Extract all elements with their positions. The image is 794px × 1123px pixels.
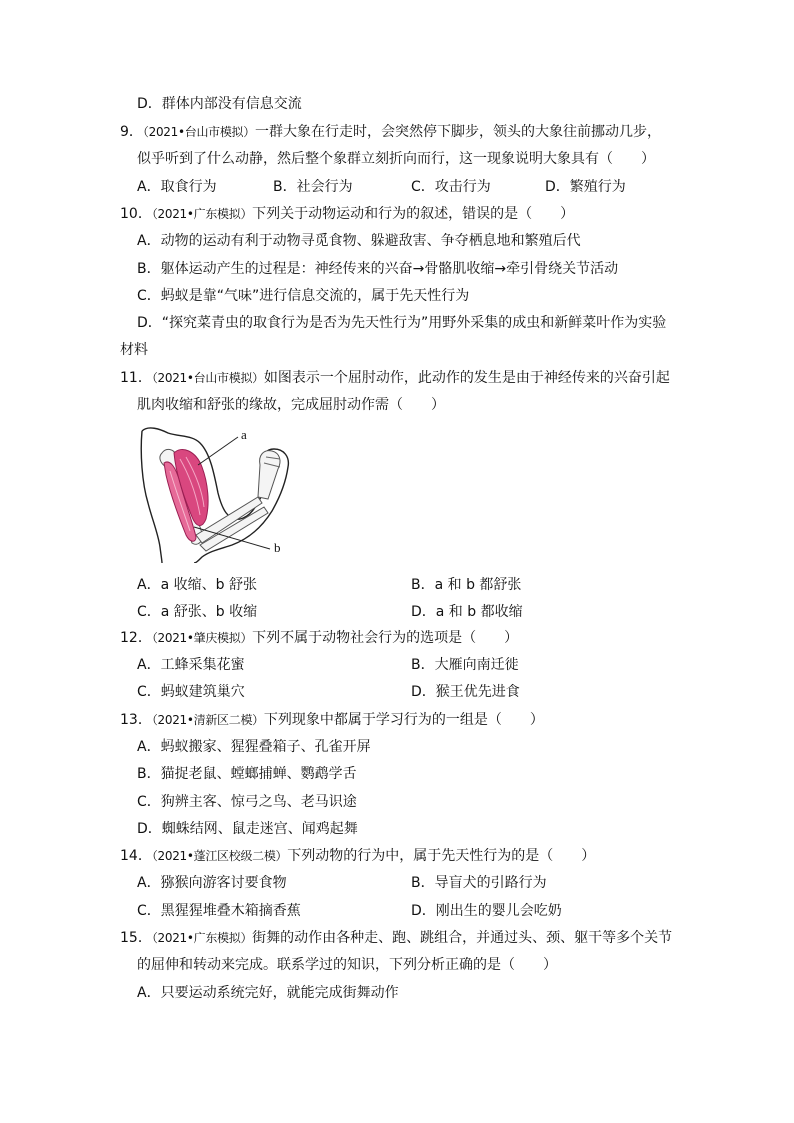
q13-option-b: B．猫捉老鼠、螳螂捕蝉、鹦鹉学舌	[137, 766, 357, 782]
muscle-a-label: a	[241, 427, 247, 442]
q9-source: （2021•台山市模拟）	[142, 125, 255, 139]
q9-stem-line1	[120, 123, 661, 141]
q12-options-row2	[137, 683, 737, 701]
q10-option-b: B．躯体运动产生的过程是：神经传来的兴奋→骨骼肌收缩→牵引骨绕关节活动	[137, 261, 619, 277]
q11-option-a: A．a 收缩、b 舒张	[137, 577, 257, 593]
q12-option-c: C．蚂蚁建筑巢穴	[137, 684, 245, 700]
q10-option-c: C．蚂蚁是靠“气味”进行信息交流的，属于先天性行为	[137, 288, 470, 304]
q14-number: 14．	[120, 848, 152, 864]
q9-option-c: C．攻击行为	[411, 179, 491, 195]
q9-option-b: B．社会行为	[273, 179, 353, 195]
q10-option-a: A．动物的运动有利于动物寻觅食物、躲避敌害、争夺栖息地和繁殖后代	[137, 233, 581, 249]
q15-stem-line1	[120, 929, 672, 947]
q10-stem	[120, 205, 574, 223]
q12-options-row1	[137, 656, 737, 674]
q15-text-1: 街舞的动作由各种走、跑、跳组合，并通过头、颈、躯干等多个关节	[252, 930, 673, 946]
q14-option-c: C．黑猩猩堆叠木箱摘香蕉	[137, 903, 301, 919]
q14-option-a: A．猕猴向游客讨要食物	[137, 875, 287, 891]
q15-number: 15．	[120, 930, 152, 946]
q15-source: （2021•广东模拟）	[151, 931, 253, 945]
q10-text: 下列关于动物运动和行为的叙述，错误的是（ ）	[252, 206, 575, 222]
q10-option-d-cont: 材料	[120, 342, 148, 358]
q8-option-d: D．群体内部没有信息交流	[137, 96, 302, 112]
q9-number: 9．	[120, 124, 143, 140]
q11-stem-line2: 肌肉收缩和舒张的缘故，完成屈肘动作需（ ）	[137, 397, 445, 413]
muscle-b-label: b	[274, 540, 281, 555]
q12-option-d: D．猴王优先进食	[411, 684, 520, 700]
q9-option-a: A．取食行为	[137, 179, 217, 195]
q11-options-row1	[137, 576, 737, 594]
q15-option-a: A．只要运动系统完好，就能完成街舞动作	[137, 985, 399, 1001]
q14-options-row2	[137, 902, 737, 920]
q11-option-b: B．a 和 b 都舒张	[411, 577, 522, 593]
q9-options	[137, 178, 737, 196]
q11-stem-line1	[120, 369, 670, 387]
q13-source: （2021•清新区二模）	[151, 713, 264, 727]
q10-source: （2021•广东模拟）	[151, 207, 253, 221]
q14-option-d: D．刚出生的婴儿会吃奶	[411, 903, 562, 919]
q10-option-d: D．“探究菜青虫的取食行为是否为先天性行为”用野外采集的成虫和新鲜菜叶作为实验	[137, 315, 667, 331]
q12-number: 12．	[120, 630, 152, 646]
q11-options-row2	[137, 603, 737, 621]
q11-source: （2021•台山市模拟）	[151, 371, 264, 385]
q9-stem-line2: 似乎听到了什么动静，然后整个象群立刻折向而行，这一现象说明大象具有（ ）	[137, 151, 655, 167]
q12-text: 下列不属于动物社会行为的选项是（ ）	[252, 630, 519, 646]
q13-option-a: A．蚂蚁搬家、猩猩叠箱子、孔雀开屏	[137, 739, 371, 755]
q14-text: 下列动物的行为中，属于先天性行为的是（ ）	[287, 848, 596, 864]
q12-option-b: B．大雁向南迁徙	[411, 657, 519, 673]
q11-option-d: D．a 和 b 都收缩	[411, 604, 523, 620]
q13-text: 下列现象中都属于学习行为的一组是（ ）	[263, 712, 544, 728]
q14-option-b: B．导盲犬的引路行为	[411, 875, 547, 891]
q13-option-c: C．狗辨主客、惊弓之鸟、老马识途	[137, 794, 357, 810]
q11-option-c: C．a 舒张、b 收缩	[137, 604, 258, 620]
q14-source: （2021•蓬江区校级二模）	[151, 849, 288, 863]
q12-source: （2021•肇庆模拟）	[151, 631, 253, 645]
q13-option-d: D．蜘蛛结网、鼠走迷宫、闻鸡起舞	[137, 821, 358, 837]
arm-flexion-figure	[140, 423, 300, 563]
q15-stem-line2: 的屈伸和转动来完成。联系学过的知识，下列分析正确的是（ ）	[137, 957, 557, 973]
q14-stem	[120, 847, 595, 865]
q14-options-row1	[137, 874, 737, 892]
q11-number: 11．	[120, 370, 152, 386]
q9-option-d: D．繁殖行为	[545, 179, 626, 195]
q13-stem	[120, 711, 544, 729]
q9-text-1: 一群大象在行走时，会突然停下脚步，领头的大象往前挪动几步，	[254, 124, 661, 140]
q13-number: 13．	[120, 712, 152, 728]
q11-text-1: 如图表示一个屈肘动作，此动作的发生是由于神经传来的兴奋引起	[263, 370, 670, 386]
q10-number: 10．	[120, 206, 152, 222]
q12-option-a: A．工蜂采集花蜜	[137, 657, 245, 673]
q12-stem	[120, 629, 518, 647]
